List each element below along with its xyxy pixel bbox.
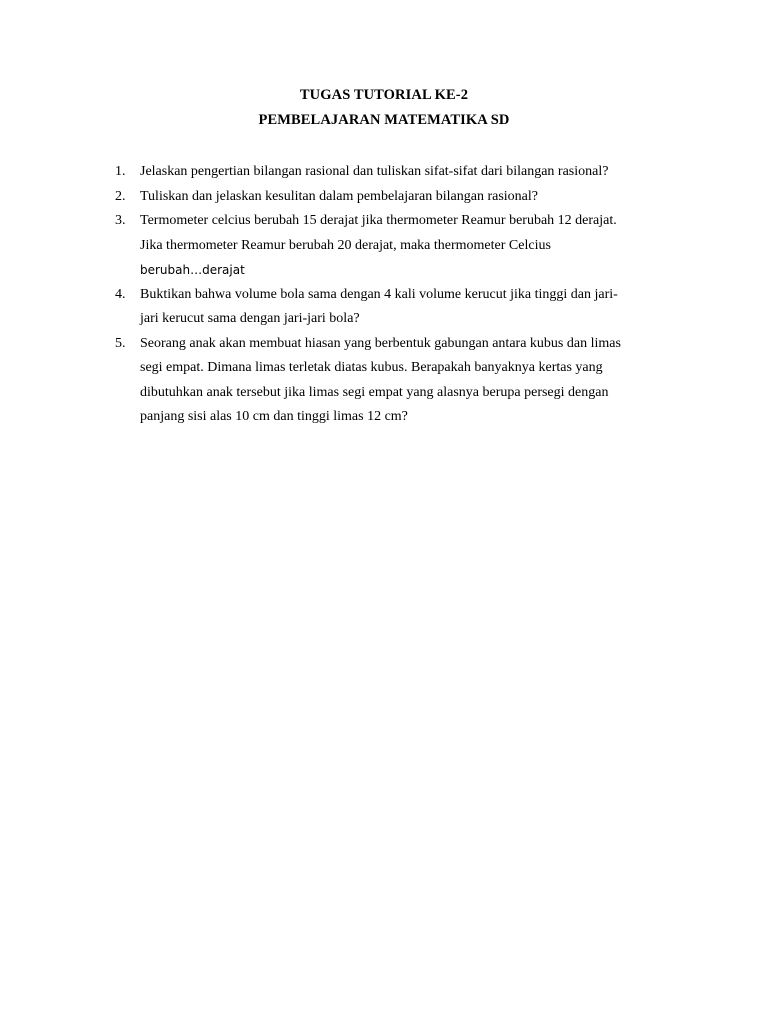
question-text-line: segi empat. Dimana limas terletak diatas kubus. Berapakah banyaknya kertas yang bbox=[140, 360, 603, 375]
question-text-line: Termometer celcius berubah 15 derajat jika thermometer Reamur berubah 12 derajat. bbox=[140, 213, 617, 228]
question-item-5 bbox=[115, 332, 675, 430]
question-item-4 bbox=[115, 283, 675, 332]
document-subtitle: PEMBELAJARAN MATEMATIKA SD bbox=[258, 112, 510, 128]
question-number: 4. bbox=[115, 286, 126, 302]
question-number: 1. bbox=[115, 164, 126, 179]
question-text-line: jari kerucut sama dengan jari-jari bola? bbox=[140, 311, 360, 326]
question-text-line: Jika thermometer Reamur berubah 20 derajat, maka thermometer Celcius bbox=[140, 237, 551, 253]
question-text-line: panjang sisi alas 10 cm dan tinggi limas 12 cm? bbox=[140, 409, 408, 424]
question-item-3 bbox=[115, 209, 675, 283]
document-title: TUGAS TUTORIAL KE-2 bbox=[299, 87, 469, 103]
question-number: 5. bbox=[115, 335, 126, 351]
question-text-line: berubah…derajat bbox=[140, 263, 245, 277]
question-text-line: Seorang anak akan membuat hiasan yang berbentuk gabungan antara kubus dan limas bbox=[140, 335, 621, 351]
question-text-line: Tuliskan dan jelaskan kesulitan dalam pembelajaran bilangan rasional? bbox=[140, 188, 538, 204]
question-item-2 bbox=[115, 185, 675, 210]
question-list bbox=[115, 160, 675, 430]
question-text-line: Buktikan bahwa volume bola sama dengan 4 kali volume kerucut jika tinggi dan jari- bbox=[140, 286, 618, 302]
question-number: 2. bbox=[115, 188, 126, 204]
question-item-1 bbox=[115, 160, 675, 185]
question-text-line: Jelaskan pengertian bilangan rasional dan tuliskan sifat-sifat dari bilangan rasional? bbox=[140, 164, 609, 179]
question-number: 3. bbox=[115, 213, 126, 228]
question-text-line: dibutuhkan anak tersebut jika limas segi empat yang alasnya berupa persegi dengan bbox=[140, 384, 609, 400]
